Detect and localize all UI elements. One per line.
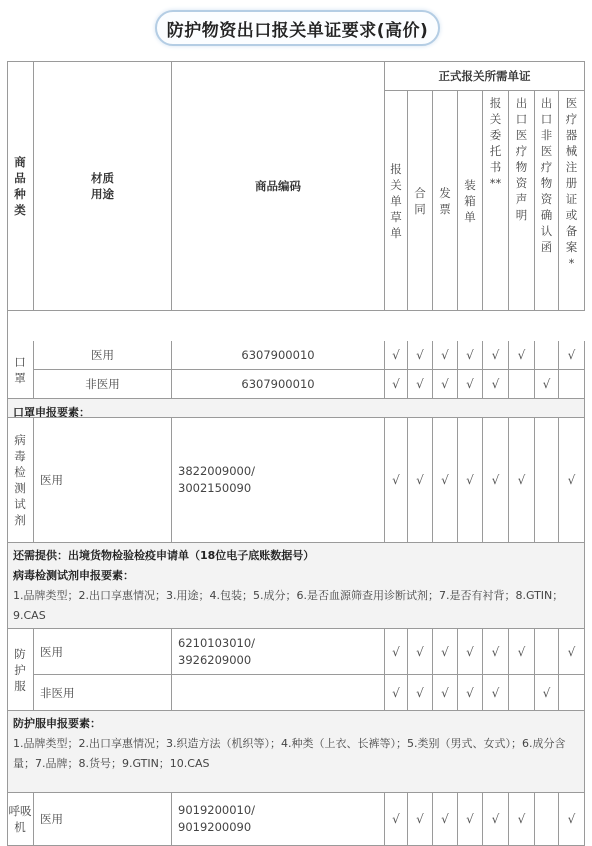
suit-nonmedical-check-cell	[408, 675, 433, 711]
use-label: 非医用	[85, 377, 120, 391]
kit-medical-check-cell	[385, 418, 408, 543]
check-mark: √	[491, 348, 500, 362]
kit-note-line1: 还需提供：出境货物检验检疫申请单（18位电子底账数据号）	[13, 549, 315, 562]
mask-nonmedical-check-cell	[385, 370, 408, 399]
code-line-1: 6210103010/	[178, 635, 256, 650]
code-line-1: 9019200010/	[178, 803, 256, 817]
use-label: 医用	[40, 644, 63, 659]
header-doc-col-label: 发票	[439, 185, 451, 216]
suit-nonmedical-check-cell	[483, 675, 509, 711]
header-doc-col	[385, 91, 408, 311]
vent-medical-check-cell	[535, 793, 559, 846]
mask-nonmedical-check-cell	[408, 370, 433, 399]
mask-nonmedical-use	[34, 370, 172, 399]
suit-nonmedical-use	[34, 675, 172, 711]
check-mark: √	[441, 377, 449, 391]
kit-note-body: 1.品牌类型；2.出口享惠情况；3.用途；4.包装；5.成分；6.是否血源筛查用诊断试剂；7.是否有衬背；8.GTIN；9.CAS	[13, 589, 564, 622]
header-code-label: 商品编码	[255, 178, 301, 193]
check-mark: √	[466, 377, 474, 391]
mask-nonmedical-check-cell	[483, 370, 509, 399]
mask-nonmedical-check-cell	[458, 370, 483, 399]
code-line-2: 9019200090	[178, 820, 252, 834]
suit-category-label: 防护服	[14, 646, 26, 693]
use-label: 医用	[91, 348, 114, 362]
header-material-label: 材质	[91, 170, 114, 185]
check-mark: √	[441, 473, 449, 487]
mask-note-title: 口罩申报要素：	[13, 406, 90, 418]
suit-medical-code	[172, 629, 385, 675]
check-mark: √	[491, 685, 500, 700]
check-mark: √	[542, 377, 551, 391]
check-mark: √	[567, 348, 576, 362]
kit-medical-check-cell	[559, 418, 585, 543]
header-docs-group-label: 正式报关所需单证	[438, 68, 531, 83]
suit-medical-check-cell	[559, 629, 585, 675]
vent-category-label: 呼吸机	[8, 804, 32, 834]
check-mark: √	[416, 348, 424, 362]
vent-medical-check-cell	[458, 793, 483, 846]
suit-medical-check-cell	[433, 629, 458, 675]
vent-medical-check-cell	[483, 793, 509, 846]
check-mark: √	[392, 812, 400, 826]
check-mark: √	[567, 473, 576, 487]
vent-medical-check-cell	[559, 793, 585, 846]
vent-medical-check-cell	[433, 793, 458, 846]
check-mark: √	[567, 812, 576, 826]
code-line-1: 3822009000/	[178, 464, 256, 478]
header-category-label: 商品种类	[14, 154, 26, 217]
mask-nonmedical-check-cell	[509, 370, 535, 399]
check-mark: √	[441, 348, 449, 362]
vent-medical-check-cell	[385, 793, 408, 846]
check-mark: √	[517, 473, 526, 487]
suit-note	[7, 711, 585, 793]
header-material	[34, 61, 172, 311]
header-doc-col	[559, 91, 585, 311]
header-material-label: 用途	[91, 186, 114, 201]
header-category	[7, 61, 34, 311]
header-doc-col-label: 出口非医疗物资确认函	[540, 96, 553, 254]
use-label: 医用	[40, 473, 63, 487]
header-doc-col	[509, 91, 535, 311]
kit-medical-check-cell	[458, 418, 483, 543]
header-doc-col	[433, 91, 458, 311]
check-mark: √	[491, 644, 500, 659]
check-mark: √	[567, 644, 576, 659]
kit-medical-check-cell	[509, 418, 535, 543]
header-doc-col-label: 报关委托书**	[489, 96, 502, 190]
mask-medical-check-cell	[483, 341, 509, 370]
header-doc-col-label: 报关单草单	[390, 161, 402, 240]
suit-nonmedical-check-cell	[458, 675, 483, 711]
check-mark: √	[392, 644, 400, 659]
kit-category-label: 病毒检测试剂	[14, 433, 26, 527]
check-mark: √	[392, 473, 400, 487]
check-mark: √	[517, 644, 526, 659]
vent-medical-check-cell	[408, 793, 433, 846]
check-mark: √	[466, 348, 474, 362]
check-mark: √	[491, 812, 500, 826]
header-doc-col-label: 装箱单	[464, 177, 476, 224]
mask-medical-check-cell	[458, 341, 483, 370]
code-line-2: 3002150090	[178, 481, 252, 495]
mask-medical-check-cell	[509, 341, 535, 370]
check-mark: √	[416, 377, 424, 391]
check-mark: √	[491, 377, 500, 391]
header-doc-col-label: 出口医疗物资声明	[515, 96, 528, 222]
kit-medical-check-cell	[483, 418, 509, 543]
header-doc-col	[483, 91, 509, 311]
mask-nonmedical-check-cell	[535, 370, 559, 399]
suit-medical-check-cell	[408, 629, 433, 675]
code-label: 6307900010	[241, 377, 315, 391]
kit-medical-check-cell	[433, 418, 458, 543]
header-doc-col-label: 医疗器械注册证或备案*	[565, 96, 578, 270]
check-mark: √	[392, 377, 400, 391]
check-mark: √	[466, 812, 474, 826]
header-doc-col-label: 合同	[414, 185, 426, 216]
check-mark: √	[416, 685, 424, 700]
mask-medical-check-cell	[408, 341, 433, 370]
suit-medical-check-cell	[385, 629, 408, 675]
suit-nonmedical-check-cell	[559, 675, 585, 711]
vent-medical-code	[172, 793, 385, 846]
code-label: 6307900010	[241, 348, 315, 362]
vent-medical-use	[34, 793, 172, 846]
kit-medical-code	[172, 418, 385, 543]
mask-medical-use	[34, 341, 172, 370]
suit-note-body: 1.品牌类型；2.出口享惠情况；3.织造方法（机织等）；4.种类（上衣、长裤等）；5.类别（男式、女式）；6.成分含量；7.品牌；8.货号；9.GTIN；10.CAS	[13, 737, 566, 770]
mask-medical-check-cell	[385, 341, 408, 370]
kit-medical-use	[34, 418, 172, 543]
check-mark: √	[441, 685, 449, 700]
code-line-2: 3926209000	[178, 652, 252, 667]
suit-note-title: 防护服申报要素：	[13, 717, 101, 730]
suit-nonmedical-check-cell	[509, 675, 535, 711]
mask-note	[7, 399, 585, 418]
header-doc-col	[458, 91, 483, 311]
kit-medical-check-cell	[535, 418, 559, 543]
check-mark: √	[441, 644, 449, 659]
check-mark: √	[466, 685, 474, 700]
suit-nonmedical-check-cell	[433, 675, 458, 711]
check-mark: √	[416, 473, 424, 487]
header-code	[172, 61, 385, 311]
use-label: 非医用	[40, 685, 75, 700]
use-label: 医用	[40, 812, 63, 826]
kit-note-line2: 病毒检测试剂申报要素：	[13, 569, 134, 582]
vent-medical-check-cell	[509, 793, 535, 846]
kit-note	[7, 543, 585, 629]
suit-medical-check-cell	[535, 629, 559, 675]
check-mark: √	[441, 812, 449, 826]
page-title: 防护物资出口报关单证要求(高价)	[155, 10, 440, 46]
check-mark: √	[416, 644, 424, 659]
suit-category	[7, 629, 34, 711]
suit-medical-use	[34, 629, 172, 675]
mask-medical-code	[172, 341, 385, 370]
check-mark: √	[466, 644, 474, 659]
check-mark: √	[416, 812, 424, 826]
kit-medical-check-cell	[408, 418, 433, 543]
check-mark: √	[517, 348, 526, 362]
suit-nonmedical-code	[172, 675, 385, 711]
mask-category-label: 口罩	[14, 354, 26, 385]
header-docs-group	[385, 61, 585, 91]
check-mark: √	[517, 812, 526, 826]
mask-nonmedical-code	[172, 370, 385, 399]
check-mark: √	[542, 685, 551, 700]
check-mark: √	[392, 685, 400, 700]
header-doc-col	[408, 91, 433, 311]
suit-nonmedical-check-cell	[385, 675, 408, 711]
vent-category	[7, 793, 34, 846]
suit-medical-check-cell	[483, 629, 509, 675]
header-doc-col	[535, 91, 559, 311]
check-mark: √	[392, 348, 400, 362]
mask-medical-check-cell	[559, 341, 585, 370]
mask-medical-check-cell	[433, 341, 458, 370]
mask-nonmedical-check-cell	[433, 370, 458, 399]
suit-medical-check-cell	[458, 629, 483, 675]
check-mark: √	[466, 473, 474, 487]
suit-nonmedical-check-cell	[535, 675, 559, 711]
check-mark: √	[491, 473, 500, 487]
mask-nonmedical-check-cell	[559, 370, 585, 399]
mask-medical-check-cell	[535, 341, 559, 370]
suit-medical-check-cell	[509, 629, 535, 675]
mask-category	[7, 341, 34, 399]
title-area	[0, 0, 592, 56]
kit-category	[7, 418, 34, 543]
